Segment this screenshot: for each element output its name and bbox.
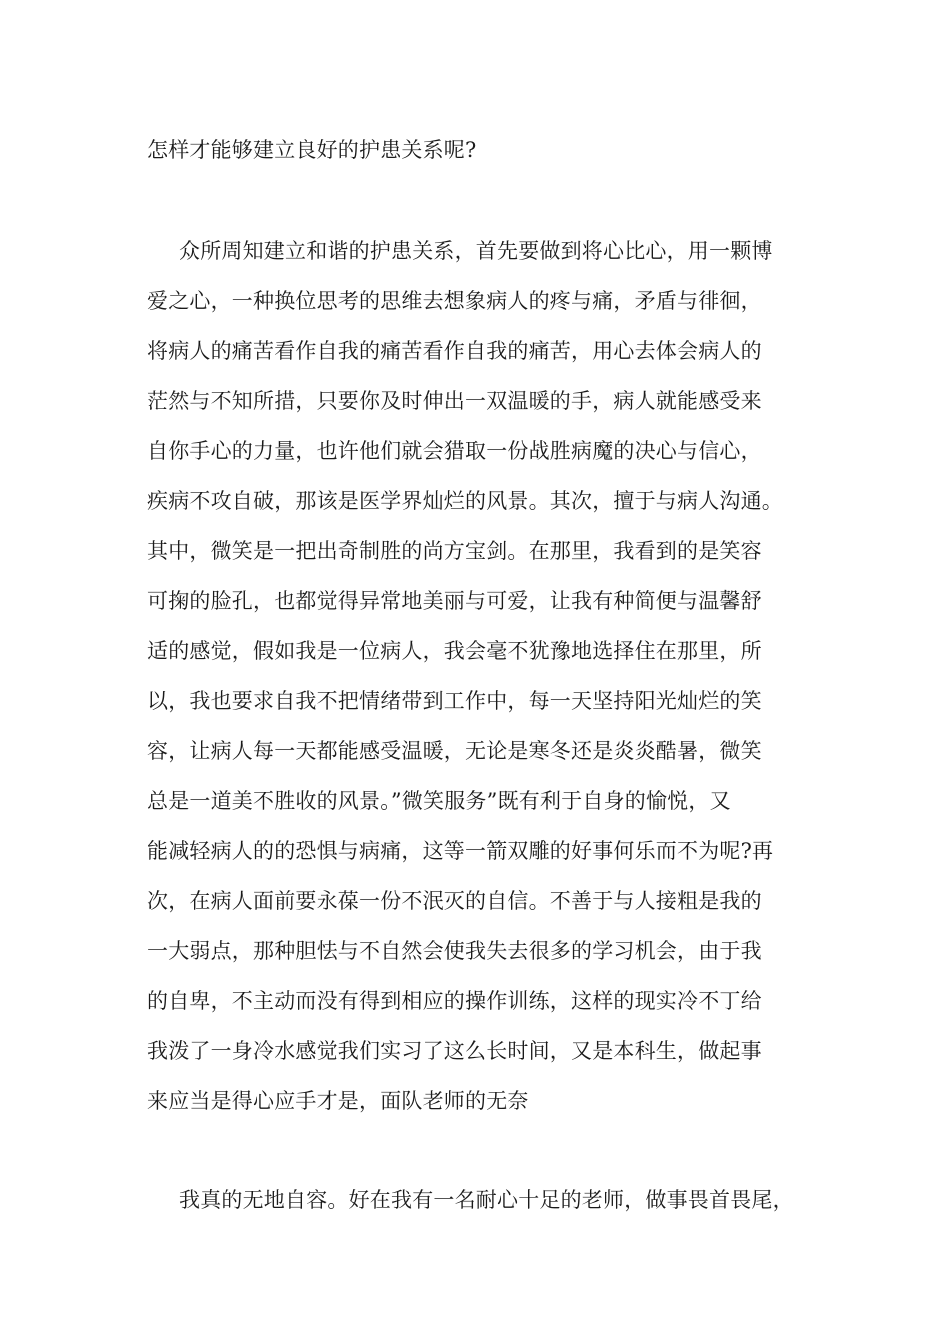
paragraph-line: 我真的无地自容。好在我有一名耐心十足的老师，做事畏首畏尾， — [179, 1188, 794, 1212]
paragraph-line: 容，让病人每一天都能感受温暖，无论是寒冬还是炎炎酷暑，微笑 — [147, 739, 762, 763]
paragraph-line: 次，在病人面前要永葆一份不泯灭的自信。不善于与人接粗是我的 — [147, 889, 762, 913]
paragraph-line: 可掬的脸孔，也都觉得异常地美丽与可爱，让我有种简便与温馨舒 — [147, 589, 762, 613]
paragraph-line: 能减轻病人的的恐惧与病痛，这等一箭双雕的好事何乐而不为呢?再 — [147, 839, 774, 863]
paragraph-line: 的自卑，不主动而没有得到相应的操作训练，这样的现实冷不丁给 — [147, 989, 762, 1013]
paragraph-line: 茫然与不知所措，只要你及时伸出一双温暖的手，病人就能感受来 — [147, 389, 762, 413]
paragraph-line: 爱之心，一种换位思考的思维去想象病人的疼与痛，矛盾与徘徊， — [147, 289, 762, 313]
paragraph-line: 总是一道美不胜收的风景。”微笑服务”既有利于自身的愉悦，又 — [147, 789, 731, 813]
paragraph-line: 来应当是得心应手才是，面队老师的无奈 — [147, 1089, 529, 1113]
paragraph-line: 适的感觉，假如我是一位病人，我会毫不犹豫地选择住在那里，所 — [147, 639, 762, 663]
paragraph-line: 疾病不攻自破，那该是医学界灿烂的风景。其次，擅于与病人沟通。 — [147, 489, 783, 513]
paragraph-line: 我泼了一身冷水感觉我们实习了这么长时间，又是本科生，做起事 — [147, 1039, 762, 1063]
paragraph-line: 其中，微笑是一把出奇制胜的尚方宝剑。在那里，我看到的是笑容 — [147, 539, 762, 563]
paragraph-line: 一大弱点，那种胆怯与不自然会使我失去很多的学习机会，由于我 — [147, 939, 762, 963]
question-heading: 怎样才能够建立良好的护患关系呢? — [147, 138, 477, 162]
paragraph-line: 以，我也要求自我不把情绪带到工作中，每一天坚持阳光灿烂的笑 — [147, 689, 762, 713]
paragraph-line: 自你手心的力量，也许他们就会猎取一份战胜病魔的决心与信心， — [147, 439, 762, 463]
paragraph-line: 众所周知建立和谐的护患关系，首先要做到将心比心，用一颗博 — [179, 239, 773, 263]
paragraph-line: 将病人的痛苦看作自我的痛苦看作自我的痛苦，用心去体会病人的 — [147, 339, 762, 363]
